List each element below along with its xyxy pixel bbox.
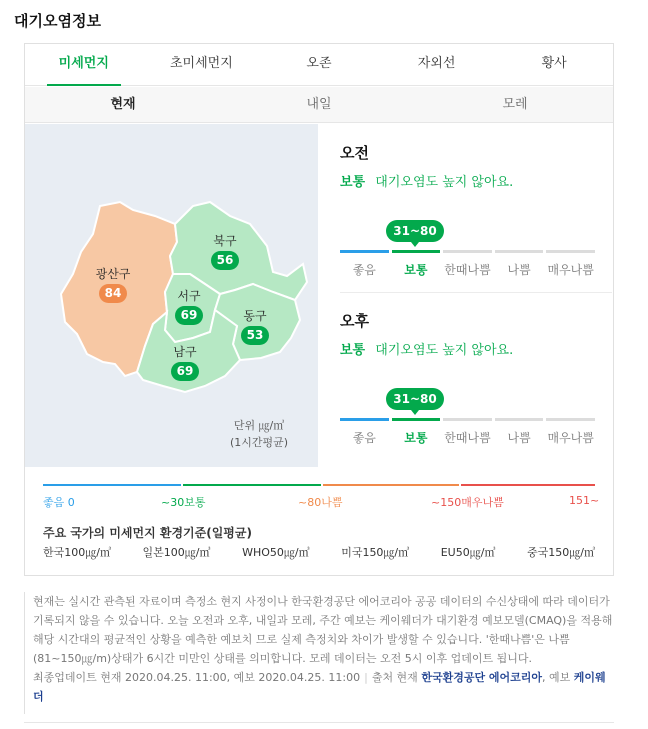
tab-uv[interactable]: 자외선 bbox=[417, 56, 456, 71]
notes-text: 현재는 실시간 관측된 자료이며 측정소 현지 사정이나 한국환경공단 에어코리아 공공 데이터의 수신상태에 따라 데이터가 기록되지 않을 수 있습니다. 오늘 오전과 오후, 내일과 모레, 주간 예보는 케이웨더가 대기환경 예보모델(CMAQ)을 적용해 해당 시간대의 평균적인 상황을 예측한 예보치 므로 실제 측정치와 차이가 발생할 수 있습니다. '한때나쁨'은 나쁨(81~150㎍/m)상태가 6시간 미만인 상태를 의미합니다. 모레 데이터는 오전 5시 이후 업데이트 됩니다. bbox=[33, 595, 613, 665]
notes-meta bbox=[33, 668, 614, 706]
scale-pm bbox=[340, 388, 600, 448]
status-desc-am: 대기오염도 높지 않아요. bbox=[375, 175, 514, 190]
status-line-pm bbox=[340, 339, 600, 358]
map-unit-period: (1시간평균) bbox=[230, 436, 289, 449]
standards-title: 주요 국가의 미세먼지 환경기준(일평균) bbox=[43, 526, 252, 540]
range-badge-pm: 31~80 bbox=[386, 388, 444, 410]
forecast-panel bbox=[318, 124, 613, 467]
period-title-pm: 오후 bbox=[340, 312, 369, 330]
legend-bar-very-bad bbox=[461, 484, 595, 486]
region-value-seo: 69 bbox=[175, 306, 203, 325]
scale-am bbox=[340, 220, 600, 280]
region-value-buk: 56 bbox=[211, 251, 239, 270]
standard-korea: 한국100㎍/㎥ bbox=[43, 546, 111, 559]
region-label-nam: 남구 bbox=[173, 345, 197, 359]
region-map bbox=[25, 124, 318, 467]
tab-now[interactable]: 현재 bbox=[110, 97, 136, 112]
legend-very-bad: ~150매우나쁨 bbox=[431, 496, 504, 509]
region-label-gwangsan: 광산구 bbox=[95, 267, 131, 281]
standards-list bbox=[43, 544, 595, 560]
region-value-gwangsan: 84 bbox=[99, 284, 127, 303]
legend-normal: ~30보통 bbox=[161, 496, 206, 509]
scale-temp-bad: 한때나쁨 bbox=[443, 250, 492, 278]
region-value-nam: 69 bbox=[171, 362, 199, 381]
scale-bad: 나쁨 bbox=[495, 418, 544, 446]
legend-bar-bad bbox=[323, 484, 459, 486]
tab-pm25[interactable]: 초미세먼지 bbox=[169, 56, 233, 71]
scale-bar-am bbox=[340, 250, 595, 278]
legend-bad: ~80나쁨 bbox=[298, 496, 343, 509]
standard-china: 중국150㎍/㎥ bbox=[527, 546, 595, 559]
scale-bad: 나쁨 bbox=[495, 250, 544, 278]
status-line-am bbox=[340, 171, 600, 190]
bottom-divider bbox=[24, 722, 614, 723]
meta-separator: | bbox=[364, 671, 368, 684]
status-word-pm: 보통 bbox=[340, 343, 366, 358]
scale-very-bad: 매우나쁨 bbox=[546, 418, 595, 446]
scale-bar-pm bbox=[340, 418, 595, 446]
source-kweather-link[interactable]: 케이웨더 bbox=[33, 671, 606, 703]
region-label-buk: 북구 bbox=[213, 234, 237, 248]
tab-ozone[interactable]: 오존 bbox=[306, 56, 332, 71]
scale-normal: 보통 bbox=[392, 250, 441, 278]
standard-who: WHO50㎍/㎥ bbox=[242, 546, 310, 559]
map-unit-note bbox=[230, 417, 288, 451]
forecast-am bbox=[340, 142, 600, 280]
standard-japan: 일본100㎍/㎥ bbox=[142, 546, 211, 559]
legend-good: 좋음 0 bbox=[43, 496, 75, 509]
tab-tomorrow[interactable]: 내일 bbox=[306, 97, 332, 112]
source-prefix: 출처 현재 bbox=[371, 671, 418, 684]
status-word-am: 보통 bbox=[340, 175, 366, 190]
status-desc-pm: 대기오염도 높지 않아요. bbox=[375, 343, 514, 358]
tab-pm10[interactable]: 미세먼지 bbox=[25, 44, 143, 85]
legend-bar-normal bbox=[183, 484, 321, 486]
scale-normal: 보통 bbox=[392, 418, 441, 446]
update-time: 최종업데이트 현재 2020.04.25. 11:00, 예보 2020.04.25. 11:00 bbox=[33, 671, 361, 684]
standard-eu: EU50㎍/㎥ bbox=[440, 546, 496, 559]
legend-bar-good bbox=[43, 484, 181, 486]
page-title: 대기오염정보 bbox=[14, 12, 101, 30]
region-label-dong: 동구 bbox=[243, 309, 267, 323]
tab-yellow-dust[interactable]: 황사 bbox=[541, 56, 567, 71]
grade-legend bbox=[43, 484, 600, 512]
pollutant-tabs bbox=[25, 44, 613, 86]
info-notes bbox=[24, 592, 614, 714]
divider bbox=[340, 292, 612, 293]
map-unit: 단위 ㎍/㎥ bbox=[233, 419, 285, 432]
forecast-pm bbox=[340, 310, 600, 448]
source-airkorea-link[interactable]: 한국환경공단 에어코리아 bbox=[421, 671, 543, 684]
standard-usa: 미국150㎍/㎥ bbox=[341, 546, 410, 559]
scale-good: 좋음 bbox=[340, 418, 389, 446]
range-badge-am: 31~80 bbox=[386, 220, 444, 242]
scale-temp-bad: 한때나쁨 bbox=[443, 418, 492, 446]
legend-max: 151~ bbox=[569, 494, 600, 507]
period-title-am: 오전 bbox=[340, 144, 369, 162]
region-label-seo: 서구 bbox=[177, 289, 201, 303]
source-mid: , 예보 bbox=[542, 671, 571, 684]
scale-very-bad: 매우나쁨 bbox=[546, 250, 595, 278]
tab-day-after[interactable]: 모레 bbox=[502, 97, 528, 112]
region-value-dong: 53 bbox=[241, 326, 269, 345]
scale-good: 좋음 bbox=[340, 250, 389, 278]
air-quality-card bbox=[24, 43, 614, 576]
day-tabs bbox=[25, 87, 613, 123]
